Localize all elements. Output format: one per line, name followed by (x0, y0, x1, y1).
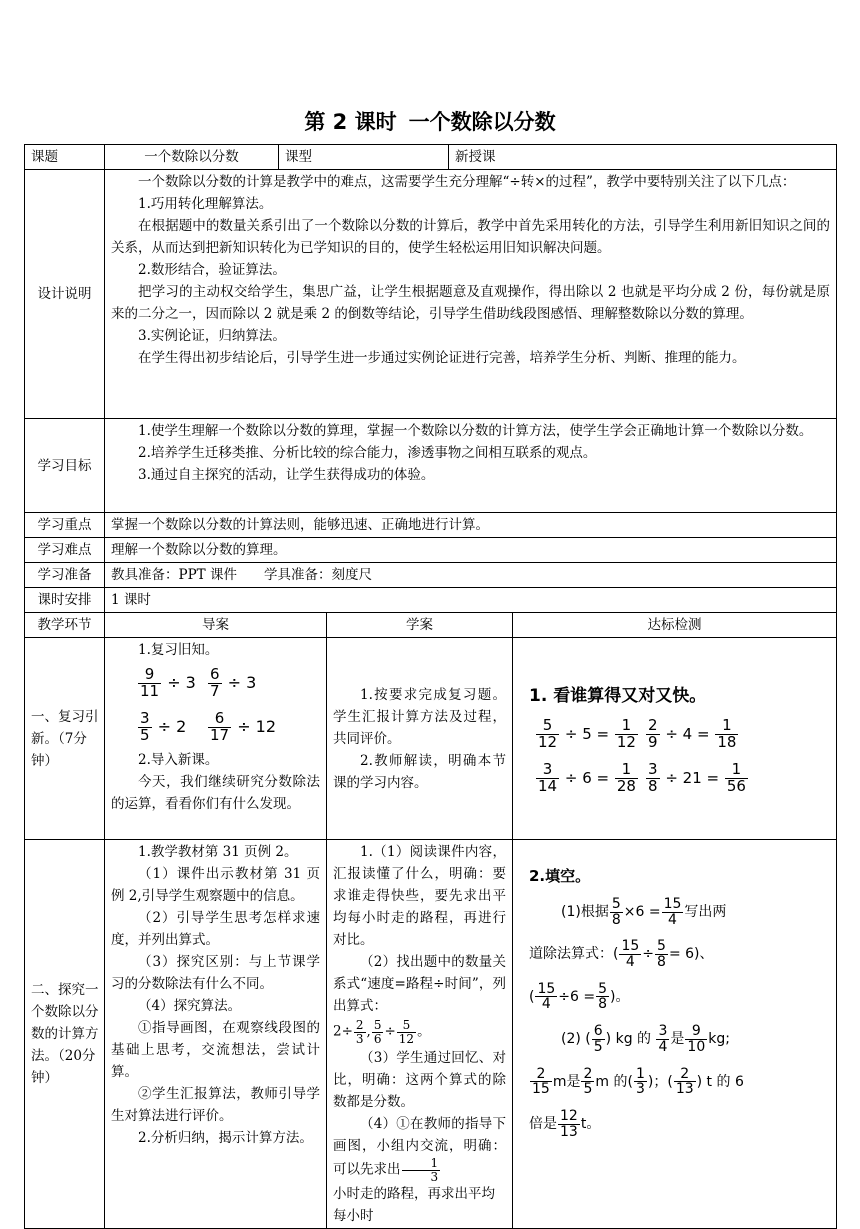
study-expressions: 2÷ $\frac{2}{3}$ , $\frac{5}{6}$ ÷ $\frac{5}{12}$ 。 (333, 1018, 431, 1046)
guide-line: 2.导入新课。 (138, 752, 219, 768)
prep-row (25, 563, 837, 588)
schedule-label: 课时安排 (25, 588, 105, 613)
guide-line: （1）课件出示教材第 31 页例 2,引导学生观察题中的信息。 (111, 866, 320, 904)
review-exercises (111, 661, 320, 749)
fill-line: 道除法算式：( $\frac{15}{4}$ ÷ $\frac{5}{8}$ = 6)、 (529, 938, 714, 971)
focus-label: 学习重点 (25, 513, 105, 538)
study-line: 2.教师解读，明确本节课的学习内容。 (333, 752, 506, 791)
study-line: （3）学生通过回忆、对比，明确：这两个算式的除数都是分数。 (333, 1050, 506, 1111)
prep-value: 教具准备：PPT 课件 学具准备：刻度尺 (105, 563, 837, 588)
col-stage-header: 教学环节 (25, 613, 105, 638)
exercise-expression: $\frac{6}{17}$ ÷ 12 (210, 708, 277, 744)
guide-line: 2.分析归纳，揭示计算方法。 (138, 1130, 313, 1146)
difficulty-row (25, 538, 837, 563)
focus-row (25, 513, 837, 538)
schedule-row (25, 588, 837, 613)
study-line: （2）找出题中的数量关系式“速度=路程÷时间”，列出算式： (333, 954, 506, 1014)
type-label: 课型 (279, 145, 449, 170)
review-study (327, 638, 513, 840)
review-stage-label: 一、复习引新。（7分钟） (25, 638, 105, 840)
fill-line: (2) ( $\frac{6}{5}$ ) kg 的 $\frac{3}{4}$ 是 $\frac{9}{10}$ kg; (561, 1023, 730, 1055)
study-line: （4）①在教师的指导下画图，小组内交流，明确：可以先求出 $\frac{1}{3}$ (333, 1116, 506, 1184)
lesson-plan-table (24, 144, 837, 1229)
goal-paragraph: 1.使学生理解一个数除以分数的算理，掌握一个数除以分数的计算方法，使学生学会正确地计算一个数除以分数。 (138, 423, 813, 439)
check-equations (519, 713, 830, 801)
fill-line: (1)根据 $\frac{5}{8}$ ×6 = $\frac{15}{4}$ 写出两 (561, 896, 727, 928)
lesson-number: 第 2 课时 (304, 110, 397, 134)
goals-content (105, 419, 837, 513)
explore-row (25, 840, 837, 1229)
check-equation: $\frac{2}{9}$ ÷ 4 = $\frac{1}{18}$ (648, 716, 737, 751)
guide-line: ①指导画图，在观察线段图的基础上思考，交流想法，尝试计算。 (111, 1020, 320, 1080)
design-paragraph: 一个数除以分数的计算是教学中的难点，这需要学生充分理解“÷转×的过程”，教学中要特别关注了以下几点： (138, 174, 796, 190)
explore-guide (105, 840, 327, 1229)
guide-line: （4）探究算法。 (138, 998, 242, 1014)
column-header-row (25, 613, 837, 638)
design-paragraph: 在根据题中的数量关系引出了一个数除以分数的计算后，教学中首先采用转化的方法，引导学生利用新旧知识之间的关系，从而达到把新知识转化为已学知识的目的，使学生轻松运用旧知识解决问题。 (111, 218, 830, 256)
guide-line: 1.复习旧知。 (138, 642, 219, 658)
goals-row (25, 419, 837, 513)
lesson-name: 一个数除以分数 (408, 110, 556, 134)
explore-study (327, 840, 513, 1229)
review-guide (105, 638, 327, 840)
topic-row (25, 145, 837, 170)
design-paragraph: 把学习的主动权交给学生，集思广益，让学生根据题意及直观操作，得出除以 2 也就是平均分成 2 份，每份就是原来的二分之一，因而除以 2 就是乘 2 的倒数等结论，引导学生借助线段图感悟、理解整数除以分数的算理。 (111, 284, 830, 322)
study-line: 小时走的路程，再求出平均每小时 (333, 1186, 495, 1225)
exercise-expression: $\frac{9}{11}$ ÷ 3 (140, 664, 196, 700)
guide-line: ②学生汇报算法，教师引导学生对算法进行评价。 (111, 1086, 320, 1124)
design-paragraph: 在学生得出初步结论后，引导学生进一步通过实例论证进行完善，培养学生分析、判断、推理的能力。 (138, 350, 746, 366)
check-heading: 1. 看谁算得又对又快。 (529, 685, 707, 706)
guide-line: （2）引导学生思考怎样求速度，并列出算式。 (111, 910, 320, 948)
topic-value: 一个数除以分数 (105, 145, 279, 170)
design-label: 设计说明 (25, 170, 105, 419)
review-check (513, 638, 837, 840)
check-heading: 2.填空。 (529, 867, 591, 885)
difficulty-label: 学习难点 (25, 538, 105, 563)
explore-check (513, 840, 837, 1229)
explore-stage-label: 二、探究一个数除以分数的计算方法。（20分钟） (25, 840, 105, 1229)
prep-label: 学习准备 (25, 563, 105, 588)
goal-paragraph: 2.培养学生迁移类推、分析比较的综合能力，渗透事物之间相互联系的观点。 (138, 445, 597, 461)
col-guide-header: 导案 (105, 613, 327, 638)
type-value: 新授课 (449, 145, 837, 170)
goal-paragraph: 3.通过自主探究的活动，让学生获得成功的体验。 (138, 467, 435, 483)
guide-line: 今天，我们继续研究分数除法的运算，看看你们有什么发现。 (111, 774, 320, 812)
check-equation: $\frac{3}{8}$ ÷ 21 = $\frac{1}{56}$ (648, 760, 746, 795)
design-paragraph: 2.数形结合，验证算法。 (138, 262, 286, 278)
review-row (25, 638, 837, 840)
focus-value: 掌握一个数除以分数的计算法则，能够迅速、正确地进行计算。 (105, 513, 837, 538)
topic-label: 课题 (25, 145, 105, 170)
schedule-value: 1 课时 (105, 588, 837, 613)
fill-line: ( $\frac{15}{4}$ ÷6 = $\frac{5}{8}$ )。 (529, 980, 630, 1013)
study-line: 1.按要求完成复习题。学生汇报计算方法及过程，共同评价。 (333, 686, 506, 747)
design-paragraph: 3.实例论证，归纳算法。 (138, 328, 286, 344)
col-study-header: 学案 (327, 613, 513, 638)
check-equation: $\frac{5}{12}$ ÷ 5 = $\frac{1}{12}$ (538, 716, 636, 751)
design-paragraph: 1.巧用转化理解算法。 (138, 196, 273, 212)
difficulty-value: 理解一个数除以分数的算理。 (105, 538, 837, 563)
guide-line: 1.教学教材第 31 页例 2。 (138, 844, 298, 860)
page-title (0, 106, 860, 136)
fill-line: 倍是 $\frac{12}{13}$ t。 (529, 1107, 601, 1140)
design-row (25, 170, 837, 419)
col-check-header: 达标检测 (513, 613, 837, 638)
exercise-expression: $\frac{3}{5}$ ÷ 2 (140, 708, 187, 744)
exercise-expression: $\frac{6}{7}$ ÷ 3 (210, 664, 257, 700)
goals-label: 学习目标 (25, 419, 105, 513)
guide-line: （3）探究区别：与上节课学习的分数除法有什么不同。 (111, 954, 320, 992)
check-equation: $\frac{3}{14}$ ÷ 6 = $\frac{1}{28}$ (538, 760, 636, 795)
design-content (105, 170, 837, 419)
fill-line: $\frac{2}{15}$ m是 $\frac{2}{5}$ m 的( $\frac{1}{3}$ )；( $\frac{2}{13}$ ) t 的 6 (532, 1065, 744, 1098)
study-line: 1.（1）阅读课件内容，汇报读懂了什么，明确：要求谁走得快些，要先求出平均每小时走的路程，再进行对比。 (333, 844, 506, 948)
